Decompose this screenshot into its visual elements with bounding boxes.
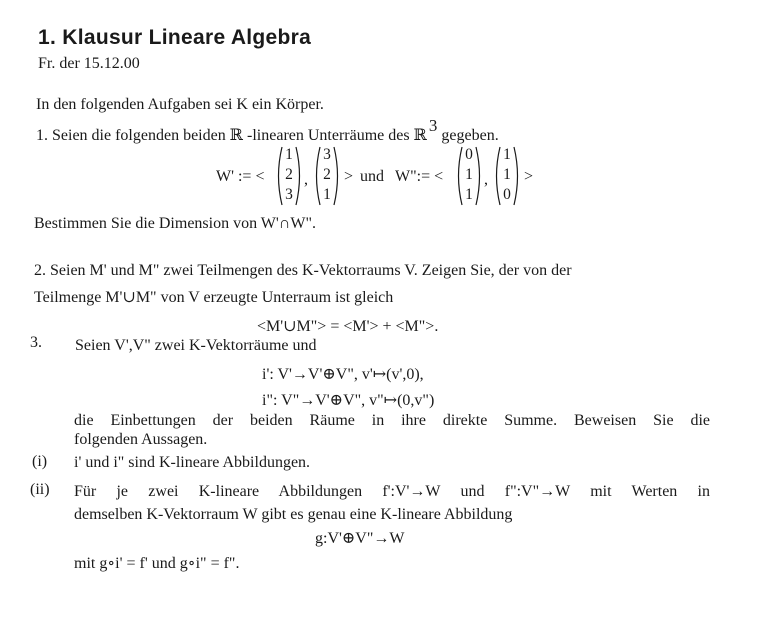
w1-vector-2 xyxy=(313,145,341,207)
w2-vector-2 xyxy=(493,145,521,207)
exam-date: Fr. der 15.12.00 xyxy=(38,55,140,72)
task2-line-1: 2. Seien M' und M" zwei Teilmengen des K-Vektorraums V. Zeigen Sie, der von der xyxy=(34,262,572,279)
w1-vector-1 xyxy=(275,145,303,207)
w2-vector-1-entry-1: 0 xyxy=(465,146,473,163)
task3-map-1: i': V'→V'⊕V", v'↦(v',0), xyxy=(262,366,424,383)
w1-label: W' := < xyxy=(216,168,265,185)
w1-vector-1-entry-2: 2 xyxy=(285,166,293,183)
task3-line-2: die Einbettungen der beiden Räume in ihre direkte Summe. Beweisen Sie die xyxy=(74,412,710,429)
w2-vector-1-entry-3: 1 xyxy=(465,186,473,203)
task1-text-start: 1. Seien die folgenden beiden ℝ -linearen Unterräume des ℝ xyxy=(36,127,427,144)
task3-line-3: folgenden Aussagen. xyxy=(74,431,208,448)
item-2-line-3: mit g∘i' = f' und g∘i" = f". xyxy=(74,555,240,572)
task1-superscript: 3 xyxy=(428,116,438,135)
w1-vector-2-entry-3: 1 xyxy=(323,186,331,203)
w1-vector-2-entry-1: 3 xyxy=(323,146,331,163)
item-2-line-1: Für je zwei K-lineare Abbildungen f':V'→W und f":V"→W mit Werten in xyxy=(74,483,710,500)
task3-line-1: Seien V',V" zwei K-Vektorräume und xyxy=(75,337,317,354)
task1-statement xyxy=(36,116,499,145)
item-1-text: i' und i" sind K-lineare Abbildungen. xyxy=(74,454,311,471)
item-2-line-2: demselben K-Vektorraum W gibt es genau eine K-lineare Abbildung xyxy=(74,506,513,523)
task3-map-2: i": V"→V'⊕V", v"↦(0,v") xyxy=(262,392,435,409)
w2-vector-2-entry-1: 1 xyxy=(503,146,511,163)
w1-vector-2-entry-2: 2 xyxy=(323,166,331,183)
w2-close: > xyxy=(524,168,534,185)
w1-vector-1-entry-3: 3 xyxy=(285,186,293,203)
page-title: 1. Klausur Lineare Algebra xyxy=(38,26,312,49)
w2-vector-1-entry-2: 1 xyxy=(465,166,473,183)
w1-vector-1-entry-1: 1 xyxy=(285,146,293,163)
item-2-label: (ii) xyxy=(30,481,50,498)
w2-vector-2-entry-3: 0 xyxy=(503,186,511,203)
item-2-formula: g:V'⊕V"→W xyxy=(315,530,405,547)
w2-vector-1 xyxy=(455,145,483,207)
w1-comma: , xyxy=(304,171,308,188)
task1-question: Bestimmen Sie die Dimension von W'∩W". xyxy=(34,215,316,232)
intro-text: In den folgenden Aufgaben sei K ein Körper. xyxy=(36,96,324,113)
w2-label: W":= < xyxy=(395,168,444,185)
w2-vector-2-entry-2: 1 xyxy=(503,166,511,183)
task3-number: 3. xyxy=(30,334,42,351)
task2-line-2: Teilmenge M'∪M" von V erzeugte Unterraum ist gleich xyxy=(34,289,394,306)
w2-comma: , xyxy=(484,171,488,188)
w1-close: > xyxy=(344,168,354,185)
item-1-label: (i) xyxy=(32,453,48,470)
task1-text-end: gegeben. xyxy=(441,127,499,144)
task2-formula: <M'∪M"> = <M'> + <M">. xyxy=(257,318,439,335)
und-word: und xyxy=(360,168,384,185)
